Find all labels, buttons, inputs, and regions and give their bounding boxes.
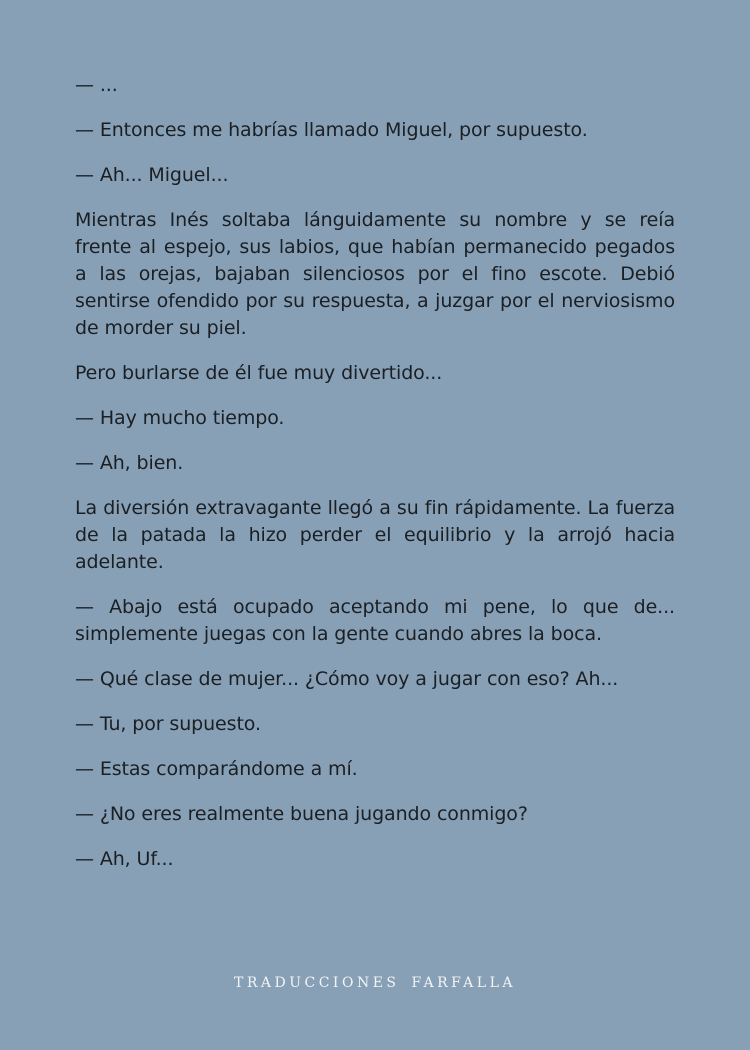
- paragraph-9: — Abajo está ocupado aceptando mi pene, lo que de... simplemente juegas con la gente cuando abres la boca.: [75, 596, 675, 645]
- footer-right-word: FARFALLA: [411, 975, 516, 991]
- publisher-footer: [0, 975, 750, 991]
- paragraph-14: — Ah, Uf...: [75, 848, 174, 870]
- paragraph-8: La diversión extravagante llegó a su fin rápidamente. La fuerza de la patada la hizo perder el equilibrio y la arrojó hacia adelante.: [75, 497, 675, 573]
- paragraph-1: — ...: [75, 74, 118, 96]
- paragraph-10: — Qué clase de mujer... ¿Cómo voy a jugar con eso? Ah...: [75, 668, 619, 690]
- book-page-text: [75, 72, 675, 891]
- paragraph-6: — Hay mucho tiempo.: [75, 407, 285, 429]
- paragraph-13: — ¿No eres realmente buena jugando conmigo?: [75, 803, 528, 825]
- paragraph-4: Mientras Inés soltaba lánguidamente su nombre y se reía frente al espejo, sus labios, que habían permanecido pegados a las orejas, bajaban silenciosos por el fino escote. Debió sentirse ofendido por su respuesta, a juzgar por el nerviosismo de morder su piel.: [75, 209, 675, 339]
- paragraph-12: — Estas comparándome a mí.: [75, 758, 358, 780]
- paragraph-2: — Entonces me habrías llamado Miguel, por supuesto.: [75, 119, 588, 141]
- paragraph-11: — Tu, por supuesto.: [75, 713, 261, 735]
- paragraph-3: — Ah... Miguel...: [75, 164, 229, 186]
- footer-left-word: TRADUCCIONES: [234, 975, 400, 991]
- paragraph-7: — Ah, bien.: [75, 452, 184, 474]
- paragraph-5: Pero burlarse de él fue muy divertido...: [75, 362, 443, 384]
